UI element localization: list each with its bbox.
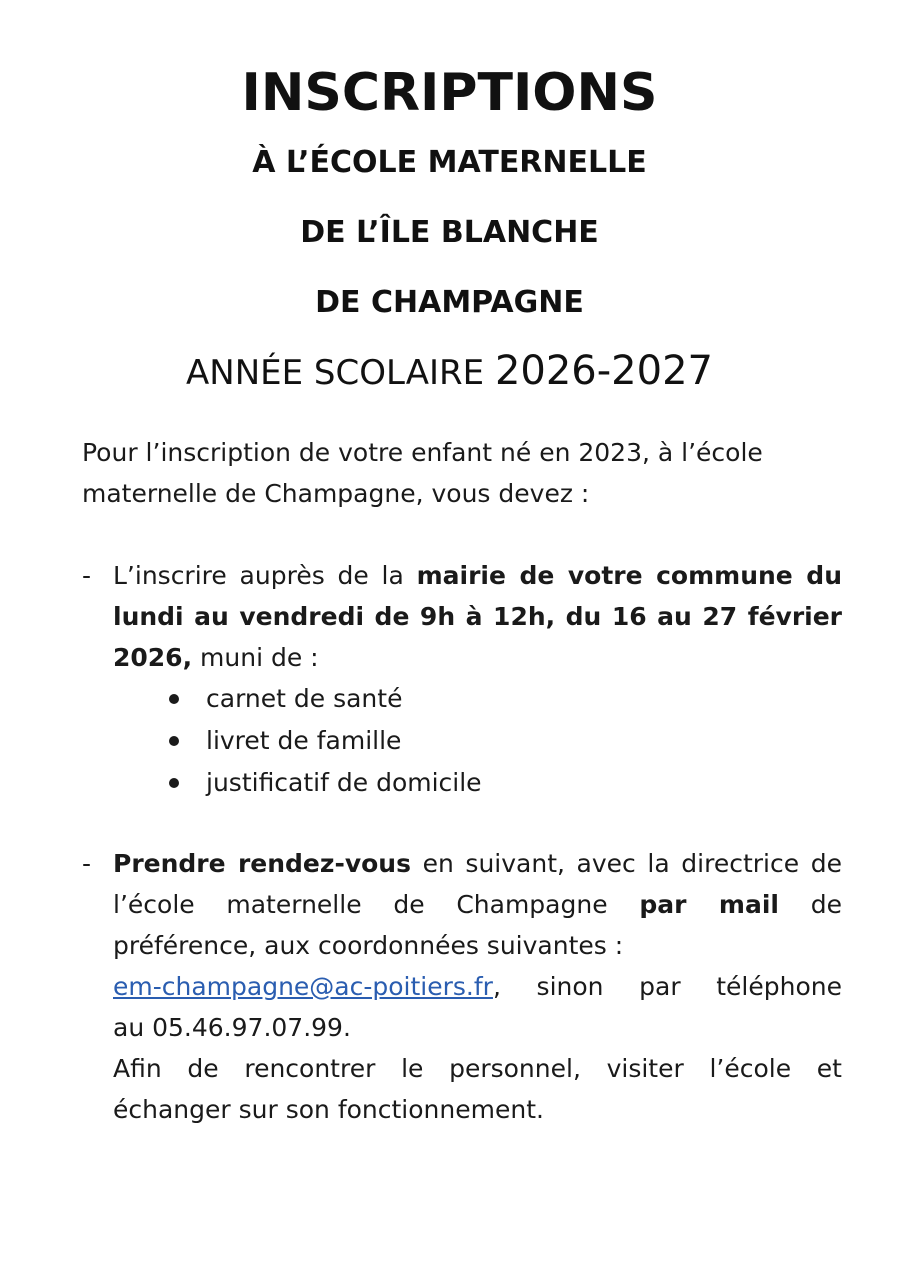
- step2-line-6: Afin de rencontrer le personnel, visiter l’école et: [113, 1054, 842, 1083]
- step2-phone-line: au 05.46.97.07.99.: [113, 1013, 351, 1042]
- list-item-label: justificatif de domicile: [206, 768, 482, 797]
- bullet-icon: [169, 778, 179, 788]
- step-prefix: L’inscrire auprès de la: [113, 561, 417, 590]
- step-text: [113, 555, 842, 678]
- title-school-line: À L’ÉCOLE MATERNELLE: [252, 145, 647, 180]
- title-school-year: [0, 338, 899, 406]
- step2-text-c: de: [779, 890, 842, 919]
- school-year-value: 2026-2027: [494, 348, 713, 394]
- step2-bold-mail: par mail: [639, 890, 779, 919]
- title-town: DE CHAMPAGNE: [315, 285, 584, 320]
- intro-line-2: maternelle de Champagne, vous devez :: [82, 479, 590, 508]
- step2-text-b: l’école maternelle de Champagne: [113, 890, 640, 919]
- step-dash: -: [82, 561, 92, 590]
- page-title: INSCRIPTIONS: [241, 63, 658, 123]
- step2-line-3: préférence, aux coordonnées suivantes :: [113, 931, 624, 960]
- step-book-appointment: [82, 843, 842, 1130]
- step2-bold-start: Prendre rendez-vous: [113, 849, 411, 878]
- bullet-icon: [169, 694, 179, 704]
- school-year-label: ANNÉE SCOLAIRE: [186, 353, 485, 393]
- list-item: [169, 678, 842, 720]
- step2-line-1: [113, 843, 842, 884]
- email-link[interactable]: em-champagne@ac-poitiers.fr: [113, 972, 493, 1001]
- step-dash: -: [82, 849, 92, 878]
- list-item: [169, 762, 842, 804]
- list-item: [169, 720, 842, 762]
- bullet-icon: [169, 736, 179, 746]
- intro-line-1: Pour l’inscription de votre enfant né en 2023, à l’école: [82, 438, 763, 467]
- list-item-label: carnet de santé: [206, 684, 403, 713]
- step-bold-dates: mairie de votre commune du lundi au vendredi de 9h à 12h, du 16 au 27 février 2026,: [113, 561, 842, 672]
- step2-line-7: échanger sur son fonctionnement.: [113, 1095, 544, 1124]
- step-suffix: muni de :: [192, 643, 319, 672]
- title-block: [0, 58, 899, 406]
- step-content: [113, 555, 842, 804]
- required-documents-list: [169, 678, 842, 804]
- step2-line-4: [113, 966, 842, 1007]
- step-content: [113, 843, 842, 1130]
- intro-paragraph: [82, 432, 842, 514]
- title-school-name: DE L’ÎLE BLANCHE: [300, 215, 599, 250]
- step2-text-e: , sinon par téléphone: [492, 972, 842, 1001]
- step-register-at-town-hall: [82, 555, 842, 804]
- step2-text-a: en suivant, avec la directrice de: [410, 849, 842, 878]
- list-item-label: livret de famille: [206, 726, 402, 755]
- step2-line-2: [113, 884, 842, 925]
